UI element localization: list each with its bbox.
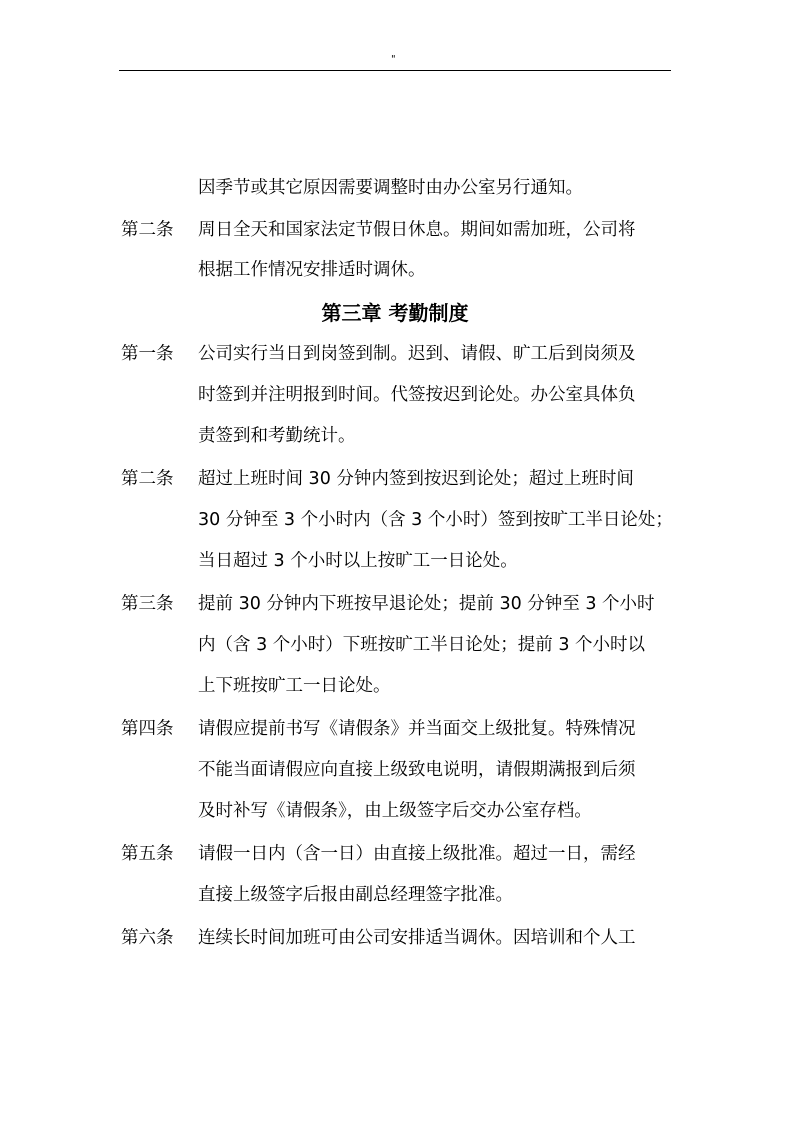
article-label: 第二条 — [121, 220, 174, 240]
article-label: 第三条 — [121, 594, 174, 614]
article-label: 第一条 — [121, 344, 174, 364]
article-line: 直接上级签字后报由副总经理签字批准。 — [198, 885, 513, 905]
article-line: 周日全天和国家法定节假日休息。期间如需加班，公司将 — [198, 220, 636, 240]
header-mark: " — [391, 54, 396, 65]
article-line: 上下班按旷工一日论处。 — [198, 676, 391, 696]
article-label: 第四条 — [121, 719, 174, 739]
article-label: 第五条 — [121, 844, 174, 864]
article-line: 30 分钟至 3 个小时内（含 3 个小时）签到按旷工半日论处； — [198, 510, 673, 530]
article-line: 时签到并注明报到时间。代签按迟到论处。办公室具体负 — [198, 385, 636, 405]
article-line: 连续长时间加班可由公司安排适当调休。因培训和个人工 — [198, 928, 636, 948]
article-line: 内（含 3 个小时）下班按旷工半日论处；提前 3 个小时以 — [198, 635, 646, 655]
article-line: 根据工作情况安排适时调休。 — [198, 260, 426, 280]
continuation-line: 因季节或其它原因需要调整时由办公室另行通知。 — [198, 178, 583, 198]
article-line: 责签到和考勤统计。 — [198, 426, 356, 446]
article-line: 不能当面请假应向直接上级致电说明，请假期满报到后须 — [198, 760, 636, 780]
article-line: 超过上班时间 30 分钟内签到按迟到论处；超过上班时间 — [198, 469, 634, 489]
article-line: 请假应提前书写《请假条》并当面交上级批复。特殊情况 — [198, 719, 636, 739]
header-rule — [119, 70, 671, 71]
article-line: 及时补写《请假条》，由上级签字后交办公室存档。 — [198, 801, 592, 821]
chapter-title: 第三章 考勤制度 — [321, 301, 469, 325]
article-line: 当日超过 3 个小时以上按旷工一日论处。 — [198, 551, 518, 571]
article-label: 第二条 — [121, 469, 174, 489]
article-line: 提前 30 分钟内下班按早退论处；提前 30 分钟至 3 个小时 — [198, 594, 655, 614]
article-line: 请假一日内（含一日）由直接上级批准。超过一日，需经 — [198, 844, 636, 864]
article-label: 第六条 — [121, 928, 174, 948]
article-line: 公司实行当日到岗签到制。迟到、请假、旷工后到岗须及 — [198, 344, 636, 364]
